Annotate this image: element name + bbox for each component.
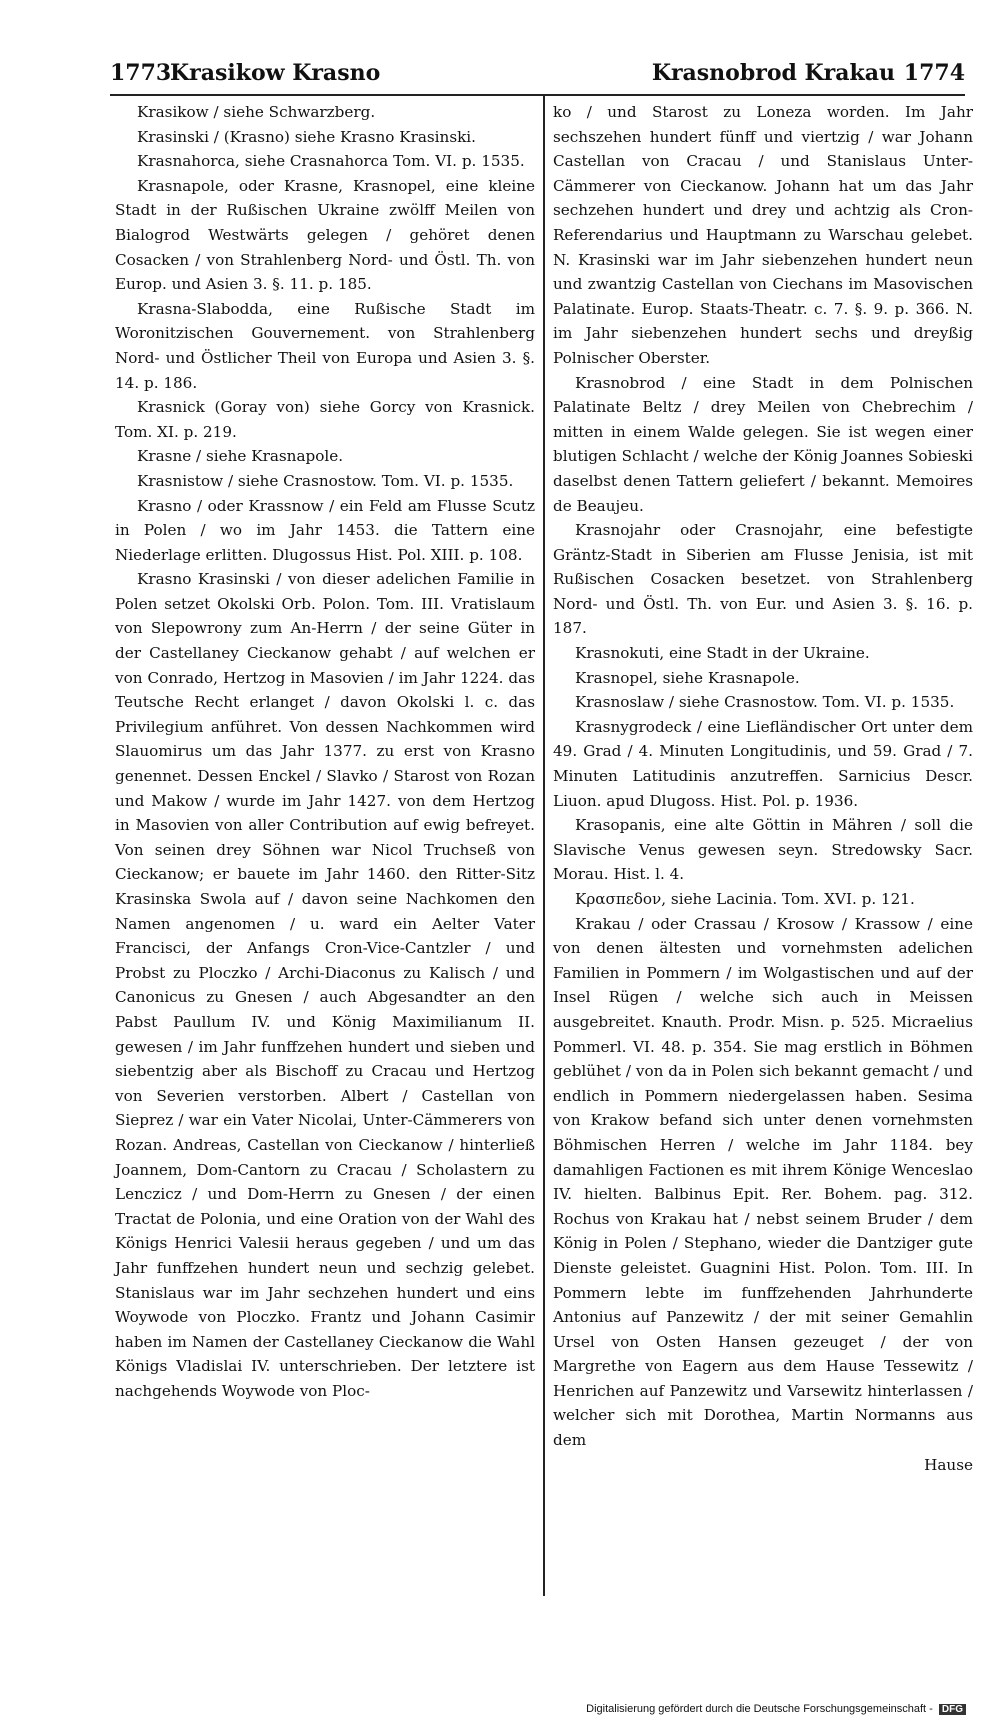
entry-krasnobrod: Krasnobrod / eine Stadt in dem Polnischen Palatinate Beltz / drey Meilen von Chebrechim / mitten in einem Walde gelegen. Sie ist wegen einer blutigen Schlacht / welche der König Joannes Sobieski daselbst denen Tattern geliefert / bekannt. Memoires de Beaujeu. [553, 373, 973, 515]
entry-krasnick: Krasnick (Goray von) siehe Gorcy von Krasnick. Tom. XI. p. 219. [115, 398, 535, 441]
entry-krasnoslaw: Krasnoslaw / siehe Crasnostow. Tom. VI. p. 1535. [575, 693, 955, 712]
digitization-credit [586, 1703, 966, 1715]
column-divider [543, 96, 545, 1596]
entry-krasikow: Krasikow / siehe Schwarzberg. [137, 103, 376, 121]
credit-text: Digitalisierung gefördert durch die Deutsche Forschungsgemeinschaft - [586, 1703, 933, 1715]
entry-krasne: Krasne / siehe Krasnapole. [137, 447, 344, 466]
entry-krasnojahr: Krasnojahr oder Crasnojahr, eine befestigte Gräntz-Stadt in Siberien am Flusse Jenisia, ist mit Rußischen Cosacken besetzet. von Strahlenberg Nord- und Östl. Th. von Eur. und Asien 3. §. 16. p. 187. [553, 521, 973, 638]
entry-continuation: ko / und Starost zu Loneza worden. Im Jahr sechszehen hundert fünff und viertzig / war Johann Castellan von Cracau / und Stanislaus Unter-Cämmerer von Cieckanow. Johann hat um das Jahr sechzehen hundert und drey und achtzig als Cron-Referendarius und Hauptmann zu Warschau gelebet. N. Krasinski war im Jahr siebenzehen hundert neun und zwantzig Castellan von Ciechans im Masovischen Palatinate. Europ. Staats-Theatr. c. 7. §. 9. p. 366. N. im Jahr siebenzehen hundert sechs und dreyßig Polnischer Oberster. [553, 103, 973, 367]
left-running-head: Krasikow Krasno [170, 60, 381, 86]
entry-krasno-krasinski: Krasno Krasinski / von dieser adelichen Familie in Polen setzet Okolski Orb. Polon. Tom. III. Vratislaum von Slepowrony zum An-Herrn / der seine Güter in der Castellaney Cieckanow gehabt / auf welchen er von Conrado, Hertzog in Masovien / im Jahr 1224. das Teutsche Recht erlanget / davon Okolski l. c. das Privilegium anführet. Von dessen Nachkommen wird Slauomirus um das Jahr 1377. zu erst von Krasno genennet. Dessen Enckel / Slavko / Starost von Rozan und Makow / wurde im Jahr 1427. von dem Hertzog in Masovien von aller Contribution auf ewig befreyet. Von seinen drey Söhnen war Nicol Truchseß von Cieckanow; er bauete im Jahr 1460. den Ritter-Sitz Krasinska Swola auf / davon seine Nachkomen den Namen angenomen / u. ward ein Aelter Vater Francisci, der Anfangs Cron-Vice-Cantzler / und Probst zu Ploczko / Archi-Diaconus zu Kalisch / und Canonicus zu Gnesen / auch Abgesandter an den Pabst Paullum IV. und König Maximilianum II. gewesen / im Jahr funffzehen hundert und sieben und siebentzig aber als Bischoff zu Cracau und Hertzog von Severien verstorben. Albert / Castellan von Sieprez / war ein Vater Nicolai, Unter-Cämmerers von Rozan. Andreas, Castellan von Cieckanow / hinterließ Joannem, Dom-Cantorn zu Cracau / Scholastern zu Lenczicz / und Dom-Herrn zu Gnesen / der einen Tractat de Polonia, und eine Oration von der Wahl des Königs Henrici Valesii heraus gegeben / und um das Jahr funffzehen hundert neun und sechzig gelebet. Stanislaus war im Jahr sechzehen hundert und eins Woywode von Ploczko. Frantz und Johann Casimir haben im Namen der Castellaney Cieckanow die Wahl Königs Vladislai IV. unterschrieben. Der letztere ist nachgehends Woywode von Ploc- [115, 570, 535, 1400]
entry-krasnapole: Krasnapole, oder Krasne, Krasnopel, eine kleine Stadt in der Rußischen Ukraine zwölff Meilen von Bialogrod Westwärts gelegen / gehöret denen Cosacken / von Strahlenberg Nord- und Östl. Th. von Europ. und Asien 3. §. 11. p. 185. [115, 176, 535, 294]
dfg-logo: DFG [939, 1704, 966, 1715]
entry-krasnahorca: Krasnahorca, siehe Crasnahorca Tom. VI. p. 1535. [137, 152, 525, 171]
entry-krasna-slabodda: Krasna-Slabodda, eine Rußische Stadt im Woronitzischen Gouvernement. von Strahlenberg Nord- und Östlicher Theil von Europa und Asien 3. §. 14. p. 186. [115, 299, 535, 392]
header-rule [110, 94, 965, 96]
entry-krasnopel: Krasnopel, siehe Krasnapole. [575, 668, 800, 687]
entry-kraspedon: Kρασπεδον, siehe Lacinia. Tom. XVI. p. 121. [575, 890, 915, 908]
catchword: Hause [924, 1455, 973, 1474]
left-page-number: 1773 [110, 60, 172, 86]
right-page-number: 1774 [903, 60, 965, 86]
right-running-head: Krasnobrod Krakau [651, 60, 895, 86]
entry-krakau: Krakau / oder Crassau / Krosow / Krassow / eine von denen ältesten und vornehmsten adelichen Familien in Pommern / im Wolgastischen und auf der Insel Rügen / welche sich auch in Meissen ausgebreitet. Knauth. Prodr. Misn. p. 525. Micraelius Pommerl. VI. 48. p. 354. Sie mag erstlich in Böhmen geblühet / von da in Polen sich bekannt gemacht / und endlich in Pommern niedergelassen haben. Sesima von Krakow befand sich unter denen vornehmsten Böhmischen Herren / welche im Jahr 1184. bey damahligen Factionen es mit ihrem Könige Wenceslao IV. hielten. Balbinus Epit. Rer. Bohem. pag. 312. Rochus von Krakau hat / nebst seinem Bruder / dem König in Polen / Stephano, wieder die Dantziger gute Dienste geleistet. Guagnini Hist. Polon. Tom. III. In Pommern lebte im funffzehenden Jahrhunderte Antonius auf Panzewitz / der mit seiner Gemahlin Ursel von Osten Hansen gezeuget / der von Margrethe von Eagern aus dem Hause Tessewitz / Henrichen auf Panzewitz und Varsewitz hinterlassen / welcher sich mit Dorothea, Martin Normanns aus dem [553, 914, 973, 1450]
entry-krasnistow: Krasnistow / siehe Crasnostow. Tom. VI. p. 1535. [137, 471, 514, 490]
entry-krasopanis: Krasopanis, eine alte Göttin in Mähren / soll die Slavische Venus gewesen seyn. Stredowsky Sacr. Morau. Hist. l. 4. [553, 816, 973, 884]
entry-krasno: Krasno / oder Krassnow / ein Feld am Flusse Scutz in Polen / wo im Jahr 1453. die Tattern eine Niederlage erlitten. Dlugossus Hist. Pol. XIII. p. 108. [115, 496, 535, 564]
entry-krasnygrodeck: Krasnygrodeck / eine Liefländischer Ort unter dem 49. Grad / 4. Minuten Longitudinis, und 59. Grad / 7. Minuten Latitudinis anzutreffen. Sarnicius Descr. Liuon. apud Dlugoss. Hist. Pol. p. 1936. [553, 717, 973, 810]
entry-krasnokuti: Krasnokuti, eine Stadt in der Ukraine. [575, 644, 870, 663]
entry-krasinski: Krasinski / (Krasno) siehe Krasno Krasinski. [137, 127, 476, 146]
running-header [110, 60, 965, 94]
right-column [553, 100, 973, 1477]
left-column [115, 100, 535, 1403]
